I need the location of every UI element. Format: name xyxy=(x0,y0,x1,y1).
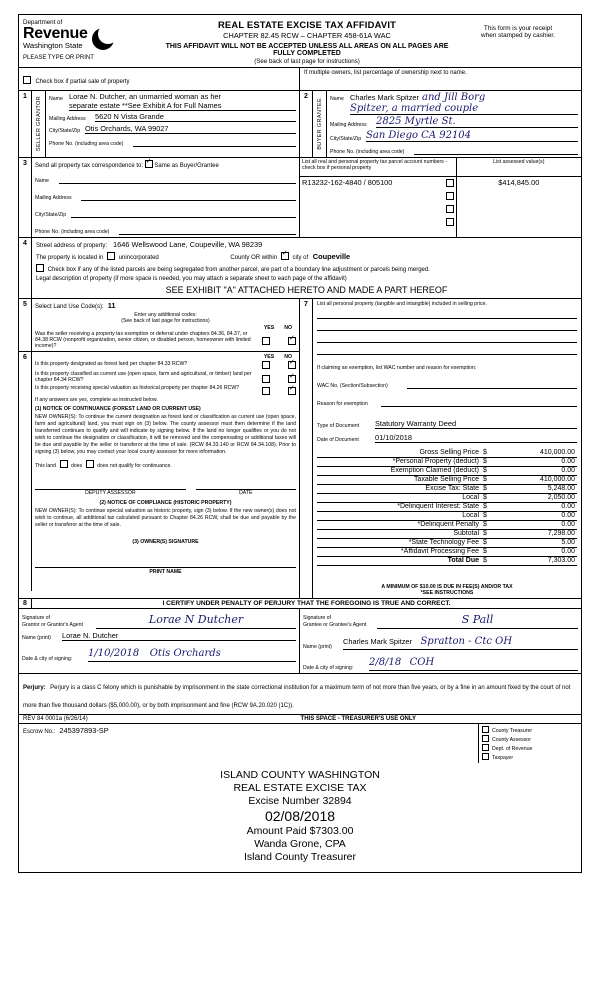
tax-value: 7,303.00 xyxy=(547,557,575,564)
same-as-buyer-checkbox[interactable] xyxy=(145,160,153,168)
tax-row xyxy=(317,494,577,503)
see-instructions-note: *SEE INSTRUCTIONS xyxy=(420,590,474,596)
county-assessor-checkbox[interactable] xyxy=(482,735,489,742)
deputy-assessor-label: DEPUTY ASSESSOR xyxy=(84,490,136,496)
stamp-line3: Excise Number 32894 xyxy=(248,795,352,807)
grantor-name-value: Lorae N. Dutcher xyxy=(62,631,296,641)
partial-sale-checkbox[interactable] xyxy=(23,76,31,84)
county-or-label: County OR within xyxy=(230,255,278,261)
perjury-text: Perjury is a class C felony which is punishable by imprisonment in the state correctional institution for a maximum term of not more than five years, or by a fine in an amount fixed by the court of not more than five thousand dollars ($5,000.00), or by both imprisonment and fine (RCW 9A.20.020 (1C)). xyxy=(23,685,571,709)
tax-row xyxy=(317,476,577,485)
legal-description-value: SEE EXHIBIT "A" ATTACHED HERETO AND MADE A PART HEREOF xyxy=(165,285,448,295)
rev-number: REV 84 0001a (6/26/14) xyxy=(23,716,88,722)
unincorporated-checkbox[interactable] xyxy=(107,252,115,260)
exemption-claim-label: If claiming an exemption, list WAC number and reason for exemption: xyxy=(317,365,477,371)
tax-label: Subtotal xyxy=(453,530,479,537)
city-of-label: city of xyxy=(292,255,309,261)
county-treasurer-checkbox[interactable] xyxy=(482,726,489,733)
dollar-sign: $ xyxy=(483,557,487,564)
box4-row xyxy=(19,238,581,299)
buyer-block xyxy=(300,91,581,157)
tax-row xyxy=(317,458,577,467)
compliance-body: NEW OWNER(S): To continue special valuation as historic property, sign (3) below. If the new owner(s) does not wish to continue, all additional tax calculated pursuant to Chapter 84.26 RCW, shall be due and payable by the seller or transferor at the time of sale. xyxy=(35,508,296,528)
stamp-treasurer-title: Island County Treasurer xyxy=(243,851,357,863)
parcel-personal-checkbox-1[interactable] xyxy=(446,179,454,187)
tax-value: 0.00 xyxy=(561,503,575,510)
dollar-sign: $ xyxy=(483,503,487,510)
form-header xyxy=(19,15,581,67)
continuance-body: NEW OWNER(S): To continue the current designation as forest land or classification as current use (open space, farm and agricultural) land, you must sign on (3) below. The county assessor must then determine if the land transferred continues to qualify and will indicate by signing below. If the land no longer qualifies or you do not wish to continue the designation or classification, it will be removed and the compensating or additional taxes will be due and payable by the seller or transferor at the time of sale. (RCW 84.33.140 or RCW 84.34.108). Prior to signing (3) below, you may contact your local county assessor for more information. xyxy=(35,414,296,455)
tax-value: 5,248.00 xyxy=(547,485,575,492)
multiple-owners-label: If multiple owners, list percentage of ownership next to name. xyxy=(304,70,467,76)
deputy-assessor-date-line[interactable] xyxy=(196,479,296,490)
current-use-question: Is this property classified as current use (open space, farm and agricultural, or timber) land per chapter 84.34 RCW? xyxy=(35,371,252,383)
grantee-sig-label2: Grantee or Grantee's Agent xyxy=(303,622,367,628)
county-assessor-label: County Assessor xyxy=(492,737,531,743)
box3-left xyxy=(19,158,300,237)
box4-number: 4 xyxy=(19,238,32,298)
box6-number: 6 xyxy=(19,352,32,591)
dept-revenue-checkbox[interactable] xyxy=(482,744,489,751)
box5-number: 5 xyxy=(19,299,32,351)
date-label: DATE xyxy=(239,490,253,496)
dollar-sign: $ xyxy=(483,548,487,555)
grantee-signature[interactable]: S Pall xyxy=(461,613,494,626)
tax-label: *State Technology Fee xyxy=(408,539,479,546)
dollar-sign: $ xyxy=(483,449,487,456)
buyer-mailing-value: 2825 Myrtle St. xyxy=(376,116,578,128)
affidavit-form xyxy=(18,14,582,873)
tax-row xyxy=(317,521,577,530)
tax-label: Gross Selling Price xyxy=(419,449,479,456)
grantee-extra-value: Spratton - Ctc OH xyxy=(420,636,513,647)
parcel-personal-checkbox-3[interactable] xyxy=(446,205,454,213)
reason-exemption-label: Reason for exemption xyxy=(317,401,368,407)
seller-citystate-label: City/State/Zip xyxy=(49,128,81,134)
buyer-side-label: BUYER GRANTEE xyxy=(313,91,327,157)
tax-row xyxy=(317,449,577,458)
buyer-name-typed: Charles Mark Spitzer xyxy=(350,93,419,102)
seller-block xyxy=(19,91,300,157)
additional-codes-label: Enter any additional codes: xyxy=(134,312,197,318)
box6 xyxy=(19,352,299,591)
dollar-sign: $ xyxy=(483,494,487,501)
dollar-sign: $ xyxy=(483,521,487,528)
grantee-signature-block xyxy=(300,609,581,673)
seller-phone-label: Phone No. (including area code) xyxy=(49,141,124,147)
city-name-value: Coupeville xyxy=(312,252,351,261)
see-back-label: (See back of last page for instructions) xyxy=(121,318,210,324)
box8-header-row xyxy=(19,599,581,609)
tax-row xyxy=(317,503,577,512)
seller-side-label: SELLER GRANTOR xyxy=(32,91,46,157)
buyer-name-label: Name xyxy=(330,96,344,102)
tax-value: 0.00 xyxy=(561,521,575,528)
forest-land-question: Is this property designated as forest land per chapter 84.33 RCW? xyxy=(35,361,188,367)
stamp-date: 02/08/2018 xyxy=(264,808,336,824)
seller-phone-value xyxy=(133,137,296,147)
continuance-title: (1) NOTICE OF CONTINUANCE (FOREST LAND OR CURRENT USE) xyxy=(35,406,201,412)
tax-row xyxy=(317,557,577,566)
box3-send-label: Send all property tax correspondence to: xyxy=(35,163,144,169)
tax-value: 5.00 xyxy=(561,539,575,546)
does-qualify-checkbox[interactable] xyxy=(60,460,68,468)
city-checkbox[interactable] xyxy=(281,252,289,260)
receipt-line1: This form is your receipt xyxy=(483,25,553,32)
grantee-name-label: Name (print) xyxy=(303,644,332,650)
form-title: REAL ESTATE EXCISE TAX AFFIDAVIT xyxy=(217,19,397,30)
doc-date-label: Date of Document xyxy=(317,437,359,443)
tax-label: Exemption Claimed (deduct) xyxy=(390,467,479,474)
recipient-checkboxes xyxy=(478,724,581,763)
box6-no-label: NO xyxy=(284,354,292,360)
header-title-block xyxy=(155,19,459,65)
grantor-date-label: Date & city of signing: xyxy=(22,656,73,662)
grantee-date-value: 2/8/18 xyxy=(369,657,402,668)
stamp-line2: REAL ESTATE EXCISE TAX xyxy=(233,782,367,794)
parcel-header: List all real and personal property tax parcel account numbers - check box if personal property xyxy=(300,158,456,177)
stamp-amount: Amount Paid $7303.00 xyxy=(246,825,354,837)
dollar-sign: $ xyxy=(483,458,487,465)
tax-label: Local xyxy=(462,494,479,501)
seller-citystate-value: Otis Orchards, WA 99027 xyxy=(85,124,296,134)
box3-mailing-value xyxy=(81,190,296,201)
assessed-value: $414,845.00 xyxy=(498,178,540,187)
street-address-value: 1646 Wellswood Lane, Coupeville, WA 98239 xyxy=(113,240,263,249)
does-not-qualify-checkbox[interactable] xyxy=(86,460,94,468)
buyer-name-hand: and Jill Borg xyxy=(422,92,486,103)
segregation-checkbox[interactable] xyxy=(36,264,44,272)
county-treasurer-label: County Treasurer xyxy=(492,728,533,734)
tax-value: 7,298.00 xyxy=(547,530,575,537)
taxpayer-checkbox[interactable] xyxy=(482,753,489,760)
does-label: does xyxy=(70,463,83,469)
box3-row xyxy=(19,158,581,238)
tax-label: Taxable Selling Price xyxy=(414,476,479,483)
compliance-title: (2) NOTICE OF COMPLIANCE (HISTORIC PROPERTY) xyxy=(99,500,232,506)
box7 xyxy=(300,299,581,598)
street-address-label: Street address of property: xyxy=(36,243,108,249)
seller-name-line1: Lorae N. Dutcher, an unmarried woman as her xyxy=(69,92,221,101)
parties-row xyxy=(19,91,581,158)
form-notice: THIS AFFIDAVIT WILL NOT BE ACCEPTED UNLESS ALL AREAS ON ALL PAGES ARE FULLY COMPLETED xyxy=(165,43,449,57)
form-instructions: (See back of last page for instructions) xyxy=(254,58,360,65)
box3-phone-label: Phone No. (including area code) xyxy=(35,229,110,235)
personal-property-line-3[interactable] xyxy=(317,331,577,343)
reason-exemption-value[interactable] xyxy=(381,397,577,407)
box56-column xyxy=(19,299,300,598)
seller-name-line2: separate estate **See Exhibit A for Full Names xyxy=(69,101,222,110)
box6-yes-label: YES xyxy=(263,354,275,360)
q2-yes-checkbox[interactable] xyxy=(262,375,270,383)
tax-label: *Affidavit Processing Fee xyxy=(400,548,479,555)
box5-no-label: NO xyxy=(284,325,292,331)
tax-value: 410,000.00 xyxy=(539,449,575,456)
box567-row xyxy=(19,299,581,599)
personal-property-label: List all personal property (tangible and intangible) included in selling price. xyxy=(317,301,487,307)
parcel-number-value: R13232-162-4840 / 805100 xyxy=(302,178,393,187)
dollar-sign: $ xyxy=(483,539,487,546)
parcel-personal-checkbox-2[interactable] xyxy=(446,192,454,200)
grantor-sig-label2: Grantor or Grantor's Agent xyxy=(22,622,83,628)
tax-value: 410,000.00 xyxy=(539,476,575,483)
tax-label: *Delinquent Penalty xyxy=(417,521,479,528)
owner-signature-title: (3) OWNER(S) SIGNATURE xyxy=(132,539,199,545)
print-name-label: PRINT NAME xyxy=(149,569,182,575)
q2-no-checkbox[interactable] xyxy=(288,375,296,383)
grantee-date-label: Date & city of signing: xyxy=(303,665,354,671)
tax-value: 2,050.00 xyxy=(547,494,575,501)
tax-label: Local xyxy=(462,512,479,519)
dept-revenue-label: Dept. of Revenue xyxy=(492,746,533,752)
treasurer-stamp xyxy=(19,763,581,872)
signature-row xyxy=(19,609,581,674)
dollar-sign: $ xyxy=(483,512,487,519)
box5 xyxy=(19,299,299,352)
grantee-name-value: Charles Mark Spitzer xyxy=(343,637,412,646)
if-any-yes-label: If any answers are yes, complete as instructed below. xyxy=(35,397,158,403)
box3-citystate-label: City/State/Zip xyxy=(35,212,67,218)
box3-number: 3 xyxy=(19,158,32,237)
stamp-treasurer-name: Wanda Grone, CPA xyxy=(254,838,346,850)
located-label: The property is located in xyxy=(36,255,104,261)
agency-logo xyxy=(23,19,155,61)
tax-row xyxy=(317,485,577,494)
same-as-buyer-label: Same as Buyer/Grantee xyxy=(154,163,219,169)
escrow-number: 245397893-SP xyxy=(59,726,109,735)
grantor-city-value: Otis Orchards xyxy=(149,648,221,659)
does-not-label: does not qualify for continuance. xyxy=(97,463,172,469)
q3-yes-checkbox[interactable] xyxy=(262,387,270,395)
doc-type-label: Type of Document xyxy=(317,423,360,429)
grantee-city-value: COH xyxy=(409,657,435,668)
dollar-sign: $ xyxy=(483,467,487,474)
box3-mailing-label: Mailing Address xyxy=(35,195,72,201)
minimum-due-note: A MINIMUM OF $10.00 IS DUE IN FEE(S) AND/OR TAX xyxy=(381,584,513,590)
affidavit-sheet xyxy=(18,14,582,974)
partial-sale-label: Check box if partial sale of property xyxy=(35,79,130,85)
buyer-phone-label: Phone No. (including area code) xyxy=(330,149,405,155)
unincorporated-label: unincorporated xyxy=(118,255,159,261)
tax-value: 0.00 xyxy=(561,467,575,474)
grantee-sig-label1: Signature of xyxy=(303,615,331,621)
buyer-phone-value xyxy=(414,145,578,155)
seller-box-number: 1 xyxy=(19,91,32,157)
tax-row xyxy=(317,548,577,557)
footer-row xyxy=(19,715,581,872)
tax-calculation-table xyxy=(317,449,577,566)
form-chapter: CHAPTER 82.45 RCW – CHAPTER 458-61A WAC xyxy=(223,31,391,40)
personal-property-line-2[interactable] xyxy=(317,319,577,331)
tax-row xyxy=(317,512,577,521)
tax-value: 0.00 xyxy=(561,458,575,465)
tax-label: *Delinquent Interest: State xyxy=(397,503,479,510)
q1-yes-checkbox[interactable] xyxy=(262,361,270,369)
this-land-label: This land xyxy=(35,463,57,469)
land-use-label: Select Land Use Code(s): xyxy=(35,304,104,310)
tax-label: *Personal Property (deduct) xyxy=(392,458,479,465)
parcel-personal-checkbox-4[interactable] xyxy=(446,218,454,226)
personal-property-line-1[interactable] xyxy=(317,307,577,319)
q3-no-checkbox[interactable] xyxy=(288,387,296,395)
owner-signature-line[interactable] xyxy=(35,549,296,568)
buyer-citystate-label: City/State/Zip xyxy=(330,136,362,142)
buyer-name-hand2: Spitzer, a married couple xyxy=(350,103,479,114)
tax-label: Total Due xyxy=(447,557,479,564)
dollar-sign: $ xyxy=(483,476,487,483)
tax-label: Excise Tax: State xyxy=(425,485,479,492)
stamp-line1: ISLAND COUNTY WASHINGTON xyxy=(220,769,380,781)
doc-date-value: 01/10/2018 xyxy=(375,433,577,443)
historic-question: Is this property receiving special valuation as historical property per chapter 84.26 RCW? xyxy=(35,385,240,391)
dept-label: Department of xyxy=(23,19,63,26)
partial-sale-row xyxy=(19,67,581,91)
wac-number-value[interactable] xyxy=(407,379,577,389)
please-type-label: PLEASE TYPE OR PRINT xyxy=(23,55,94,61)
box3-phone-value xyxy=(119,224,296,235)
box8-number: 8 xyxy=(19,599,32,608)
receipt-line2: when stamped by cashier. xyxy=(481,32,555,39)
land-use-value: 11 xyxy=(107,301,116,310)
box3-citystate-value xyxy=(71,207,296,218)
perjury-label: Perjury: xyxy=(23,685,46,691)
grantor-signature[interactable]: Lorae N Dutcher xyxy=(148,613,244,626)
assessed-header: List assessed value(s) xyxy=(457,158,581,177)
revenue-swoosh-icon xyxy=(90,26,116,52)
treasurer-space-label: THIS SPACE - TREASURER'S USE ONLY xyxy=(300,716,416,722)
buyer-box-number: 2 xyxy=(300,91,313,157)
seller-name-label: Name xyxy=(49,96,63,102)
receipt-note xyxy=(459,19,577,39)
box5-yes-checkbox[interactable] xyxy=(262,337,270,345)
dollar-sign: $ xyxy=(483,530,487,537)
buyer-mailing-label: Mailing Address xyxy=(330,122,367,128)
segregation-label: Check box if any of the listed parcels are being segregated from another parcel, are part of a boundary line adjustment or parcels being merged. xyxy=(47,267,430,273)
seller-mailing-label: Mailing Address xyxy=(49,116,86,122)
box3-right xyxy=(300,158,581,237)
box3-name-label: Name xyxy=(35,178,49,184)
q1-no-checkbox[interactable] xyxy=(288,361,296,369)
wac-number-label: WAC No. (Section/Subsection) xyxy=(317,383,388,389)
grantor-sig-label1: Signature of xyxy=(22,615,50,621)
doc-type-value: Statutory Warranty Deed xyxy=(375,419,577,429)
box7-number: 7 xyxy=(300,299,313,598)
box5-yes-label: YES xyxy=(263,325,275,331)
revenue-label: Revenue xyxy=(23,25,88,42)
taxpayer-label: Taxpayer xyxy=(492,755,514,761)
escrow-label: Escrow No.: xyxy=(23,729,56,735)
perjury-block xyxy=(19,674,581,715)
grantor-date-value: 1/10/2018 xyxy=(88,648,140,659)
box3-name-value xyxy=(59,173,296,184)
tax-row xyxy=(317,539,577,548)
box5-no-checkbox[interactable] xyxy=(288,337,296,345)
grantor-signature-block xyxy=(19,609,300,673)
deputy-assessor-sign-line[interactable] xyxy=(35,479,186,490)
dollar-sign: $ xyxy=(483,485,487,492)
tax-value: 0.00 xyxy=(561,548,575,555)
certify-statement: I CERTIFY UNDER PENALTY OF PERJURY THAT THE FOREGOING IS TRUE AND CORRECT. xyxy=(162,600,451,607)
state-label: Washington State xyxy=(23,41,83,50)
legal-description-label: Legal description of property (if more space is needed, you may attach a separate sheet to each page of the affidavit) xyxy=(36,276,347,282)
tax-value: 0.00 xyxy=(561,512,575,519)
tax-row xyxy=(317,467,577,476)
seller-mailing-value: 5620 N Vista Grande xyxy=(95,112,296,122)
buyer-citystate-value: San Diego CA 92104 xyxy=(366,130,578,142)
personal-property-line-4[interactable] xyxy=(317,343,577,355)
grantor-name-label: Name (print) xyxy=(22,635,51,641)
seller-exemption-question: Was the seller receiving a property tax exemption or deferral under chapters 84.36, 84.37, or 84.38 RCW (nonprofit organization, senior citizen, or disabled person, homeowner with limited income)? xyxy=(35,331,251,349)
tax-row xyxy=(317,530,577,539)
